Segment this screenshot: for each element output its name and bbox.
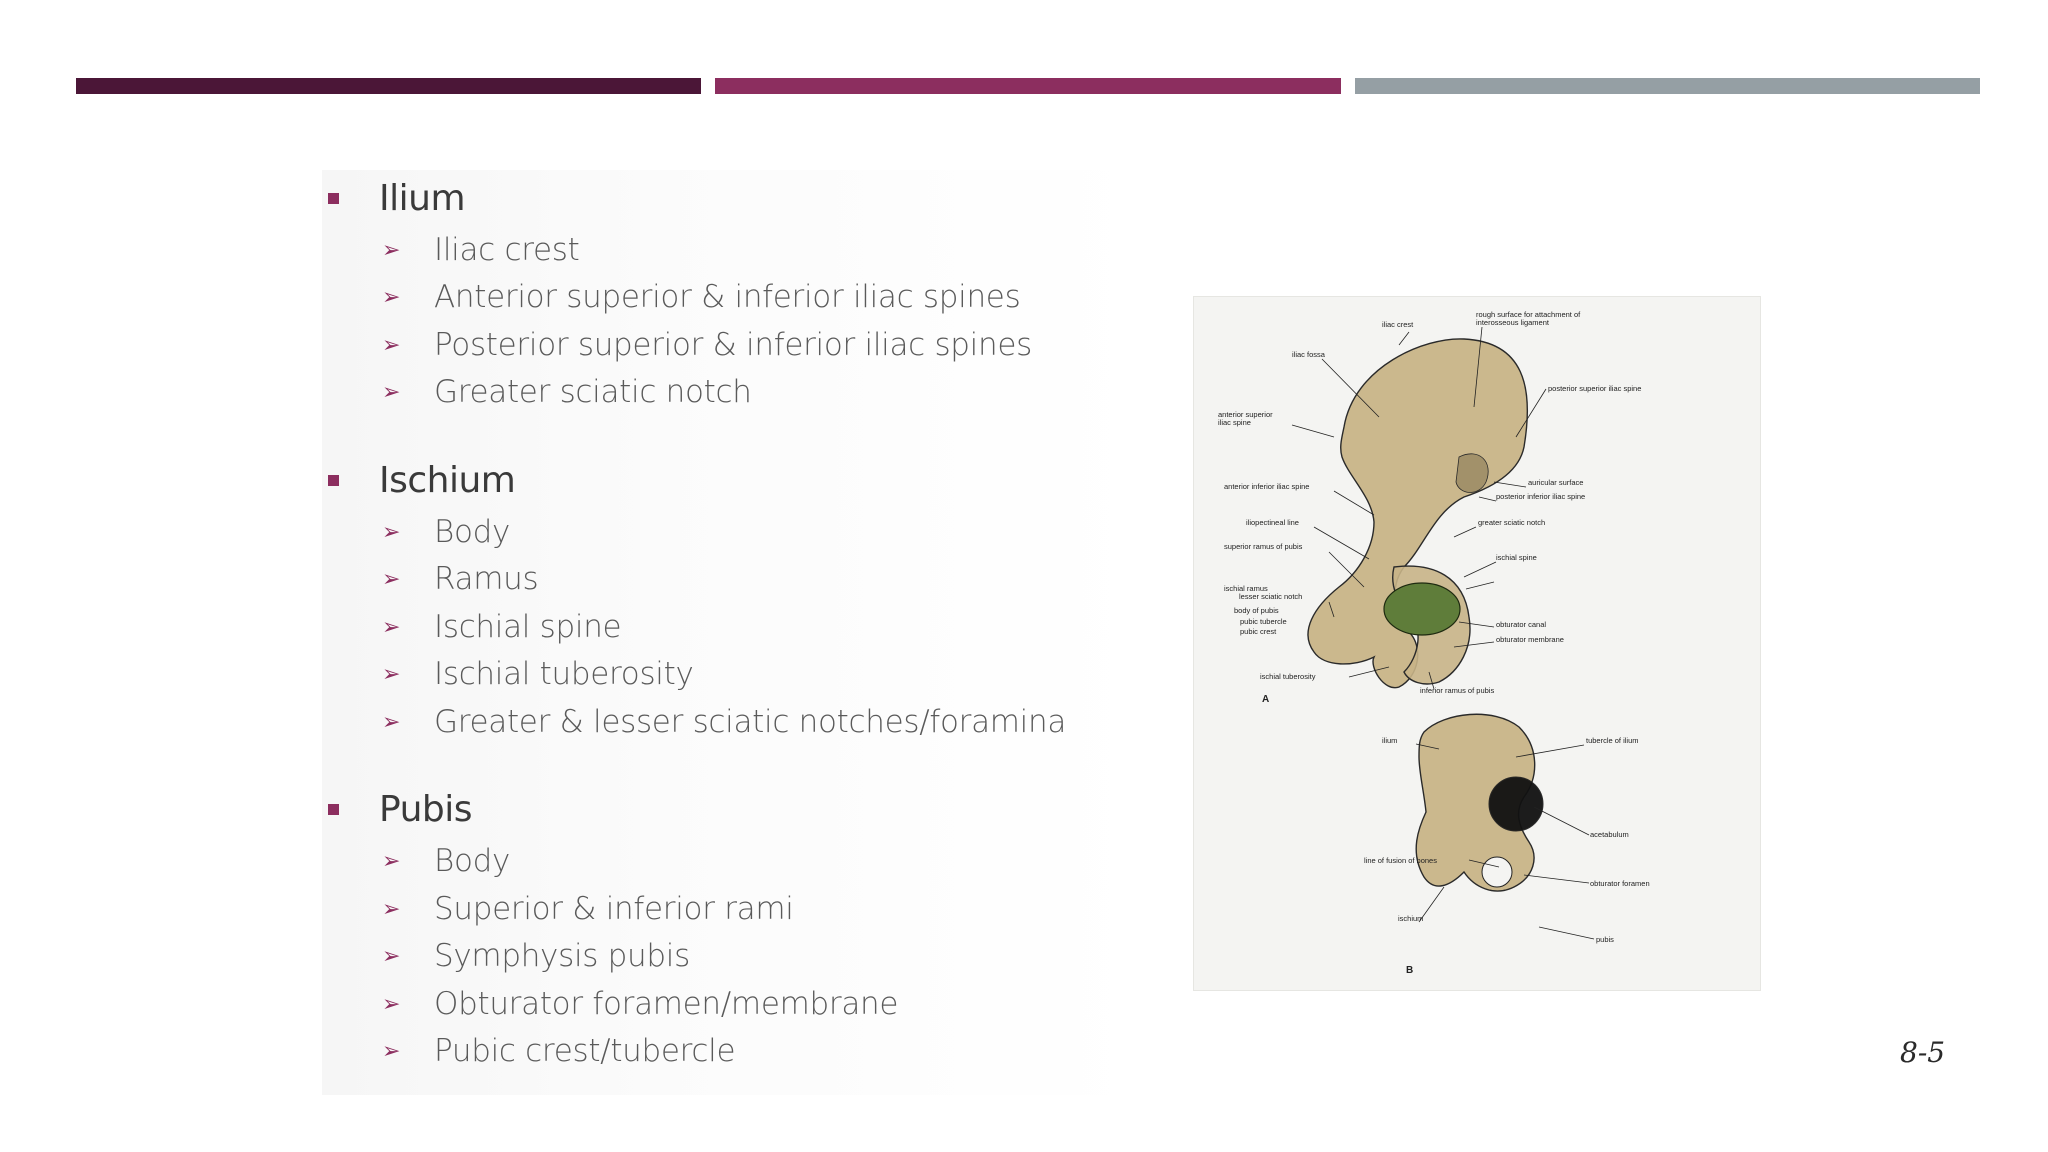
figure-label: superior ramus of pubis <box>1224 542 1303 551</box>
figure-label: anterior inferior iliac spine <box>1224 482 1310 491</box>
square-bullet-icon <box>328 193 339 204</box>
arrow-bullet-icon: ➢ <box>382 1038 401 1064</box>
arrow-bullet-icon: ➢ <box>382 895 401 921</box>
list-item-text: Symphysis pubis <box>434 938 690 975</box>
bullet-list <box>322 170 1142 1095</box>
slide-number: 8-5 <box>1900 1036 1946 1069</box>
arrow-bullet-icon: ➢ <box>382 566 401 592</box>
figure-label: posterior superior iliac spine <box>1548 384 1642 393</box>
section-heading <box>322 452 1142 508</box>
list-item <box>322 838 1142 886</box>
list-item <box>322 603 1142 651</box>
figure-label: acetabulum <box>1590 830 1629 839</box>
list-item-text: Superior & inferior rami <box>434 890 794 927</box>
list-item <box>322 556 1142 604</box>
arrow-bullet-icon: ➢ <box>382 943 401 969</box>
list-item <box>322 369 1142 417</box>
figure-label: interosseous ligament <box>1476 318 1549 327</box>
section-ischium <box>322 452 1142 746</box>
figure-label: lesser sciatic notch <box>1239 592 1303 601</box>
figure-label: posterior inferior iliac spine <box>1496 492 1586 501</box>
arrow-bullet-icon: ➢ <box>382 379 401 405</box>
arrow-bullet-icon: ➢ <box>382 848 401 874</box>
figure-label: obturator membrane <box>1496 635 1564 644</box>
list-item-text: Posterior superior & inferior iliac spines <box>434 326 1032 363</box>
figure-label: pubis <box>1596 935 1614 944</box>
figure-label: obturator foramen <box>1590 879 1650 888</box>
figure-label: rough surface for attachment of <box>1476 310 1581 319</box>
list-item-text: Ischial tuberosity <box>434 656 694 693</box>
figure-label: ischial ramus <box>1224 584 1268 593</box>
list-item <box>322 980 1142 1028</box>
figure-label: ischial tuberosity <box>1260 672 1316 681</box>
figure-label: obturator canal <box>1496 620 1547 629</box>
list-item <box>322 274 1142 322</box>
hip-bone-figure <box>1193 296 1761 991</box>
figure-label: iliac spine <box>1218 418 1251 427</box>
list-item-text: Greater & lesser sciatic notches/foramina <box>434 703 1067 740</box>
figure-label: ischium <box>1398 914 1424 923</box>
list-item-text: Iliac crest <box>434 231 580 268</box>
section-heading <box>322 170 1142 226</box>
figure-label: iliac fossa <box>1292 350 1325 359</box>
section-heading <box>322 782 1142 838</box>
figure-label: ischial spine <box>1496 553 1537 562</box>
figure-label: iliopectineal line <box>1246 518 1299 527</box>
auricular-surface-shape <box>1456 454 1488 493</box>
list-item-text: Ischial spine <box>434 608 622 645</box>
header-bar-dark <box>76 78 701 94</box>
figure-label: pubic tubercle <box>1240 617 1287 626</box>
list-item-text: Ramus <box>434 561 539 598</box>
arrow-bullet-icon: ➢ <box>382 518 401 544</box>
section-ilium <box>322 170 1142 416</box>
figure-label: auricular surface <box>1528 478 1584 487</box>
arrow-bullet-icon: ➢ <box>382 331 401 357</box>
arrow-bullet-icon: ➢ <box>382 236 401 262</box>
list-item-text: Greater sciatic notch <box>434 374 752 411</box>
figure-label: inferior ramus of pubis <box>1420 686 1495 695</box>
header-bar-magenta <box>715 78 1340 94</box>
section-heading-text: Ilium <box>379 177 466 219</box>
section-pubis <box>322 782 1142 1076</box>
figure-panel-b-label: B <box>1406 965 1414 976</box>
arrow-bullet-icon: ➢ <box>382 284 401 310</box>
list-item <box>322 933 1142 981</box>
header-bar-gray <box>1355 78 1980 94</box>
hip-bone-illustration <box>1194 297 1760 990</box>
list-item-text: Body <box>434 843 511 880</box>
arrow-bullet-icon: ➢ <box>382 613 401 639</box>
square-bullet-icon <box>328 804 339 815</box>
section-heading-text: Ischium <box>379 459 516 501</box>
arrow-bullet-icon: ➢ <box>382 661 401 687</box>
list-item-text: Anterior superior & inferior iliac spines <box>434 279 1021 316</box>
figure-label: anterior superior <box>1218 410 1273 419</box>
list-item <box>322 508 1142 556</box>
figure-label: tubercle of ilium <box>1586 736 1639 745</box>
figure-label: ilium <box>1382 736 1398 745</box>
figure-label: body of pubis <box>1234 606 1279 615</box>
figure-label: iliac crest <box>1382 320 1414 329</box>
arrow-bullet-icon: ➢ <box>382 990 401 1016</box>
arrow-bullet-icon: ➢ <box>382 708 401 734</box>
figure-label: greater sciatic notch <box>1478 518 1546 527</box>
acetabulum-socket <box>1489 777 1543 831</box>
list-item-text: Pubic crest/tubercle <box>434 1033 736 1070</box>
obturator-membrane-mesh <box>1384 583 1460 635</box>
figure-label: line of fusion of bones <box>1364 856 1437 865</box>
acetabulum-shape <box>1482 857 1512 887</box>
list-item <box>322 698 1142 746</box>
square-bullet-icon <box>328 475 339 486</box>
list-item <box>322 1028 1142 1076</box>
list-item <box>322 226 1142 274</box>
list-item-text: Body <box>434 513 511 550</box>
list-item-text: Obturator foramen/membrane <box>434 985 899 1022</box>
section-heading-text: Pubis <box>379 789 473 830</box>
list-item <box>322 885 1142 933</box>
figure-panel-a-label: A <box>1262 694 1270 705</box>
list-item <box>322 321 1142 369</box>
list-item <box>322 651 1142 699</box>
header-color-bars <box>76 78 1980 94</box>
figure-label: pubic crest <box>1240 627 1277 636</box>
